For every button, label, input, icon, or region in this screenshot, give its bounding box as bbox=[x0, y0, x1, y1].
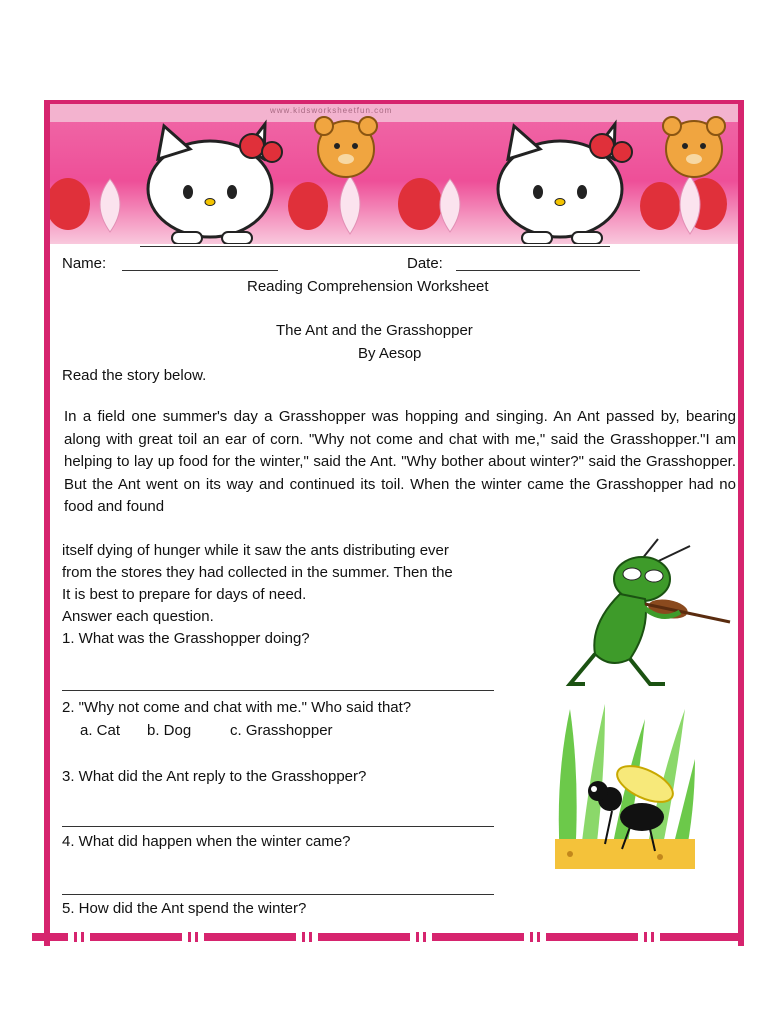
teddy-bear-icon-2 bbox=[663, 117, 725, 177]
date-field-line[interactable] bbox=[456, 270, 640, 271]
answer-instruction: Answer each question. bbox=[62, 608, 214, 625]
story-paragraph: In a field one summer's day a Grasshopper was hopping and singing. An Ant passed by, bearing along with great toil an ear of corn. "Why not come and chat with me," said the Grasshopper."I am helping to lay up food for the winter," said the Ant. "Why bother about winter?" said the Grasshopper. But the Ant went on its way and continued its toil. When the winter came the Grasshopper had no food and found bbox=[64, 408, 736, 515]
date-label: Date: bbox=[407, 255, 443, 272]
question-5: 5. How did the Ant spend the winter? bbox=[62, 900, 307, 917]
question-2: 2. "Why not come and chat with me." Who said that? bbox=[62, 699, 412, 716]
banner-illustration bbox=[50, 104, 738, 244]
banner-underline bbox=[140, 246, 610, 247]
story-line-cont-3: It is best to prepare for days of need. bbox=[62, 586, 307, 603]
question-3: 3. What did the Ant reply to the Grasshopper? bbox=[62, 768, 367, 785]
question-4: 4. What did happen when the winter came? bbox=[62, 833, 351, 850]
q2-option-c[interactable]: c. Grasshopper bbox=[230, 722, 333, 739]
worksheet-title: Reading Comprehension Worksheet bbox=[247, 278, 489, 295]
answer-line-3[interactable] bbox=[62, 826, 494, 827]
story-line-cont-2: from the stores they had collected in the summer. Then the bbox=[62, 564, 453, 581]
question-1: 1. What was the Grasshopper doing? bbox=[62, 630, 310, 647]
ant-in-grass-icon bbox=[550, 699, 700, 874]
name-field-line[interactable] bbox=[122, 270, 278, 271]
bottom-border-strip bbox=[32, 930, 744, 944]
q2-option-a[interactable]: a. Cat bbox=[80, 722, 121, 739]
answer-line-4[interactable] bbox=[62, 894, 494, 895]
story-title: The Ant and the Grasshopper bbox=[276, 322, 473, 339]
teddy-bear-icon bbox=[315, 117, 377, 177]
name-label: Name: bbox=[62, 255, 107, 272]
worksheet-sheet bbox=[44, 100, 744, 946]
read-instruction: Read the story below. bbox=[62, 367, 207, 384]
kitty-icon-2 bbox=[498, 124, 632, 244]
q2-option-b[interactable]: b. Dog bbox=[147, 722, 192, 739]
story-line-cont-1: itself dying of hunger while it saw the ants distributing ever bbox=[62, 542, 449, 559]
grasshopper-icon bbox=[550, 534, 740, 694]
kitty-icon bbox=[148, 124, 282, 244]
answer-line-1[interactable] bbox=[62, 690, 494, 691]
banner-watermark: www.kidsworksheetfun.com bbox=[270, 106, 393, 115]
decorative-banner bbox=[50, 104, 738, 244]
story-author: By Aesop bbox=[358, 345, 422, 362]
